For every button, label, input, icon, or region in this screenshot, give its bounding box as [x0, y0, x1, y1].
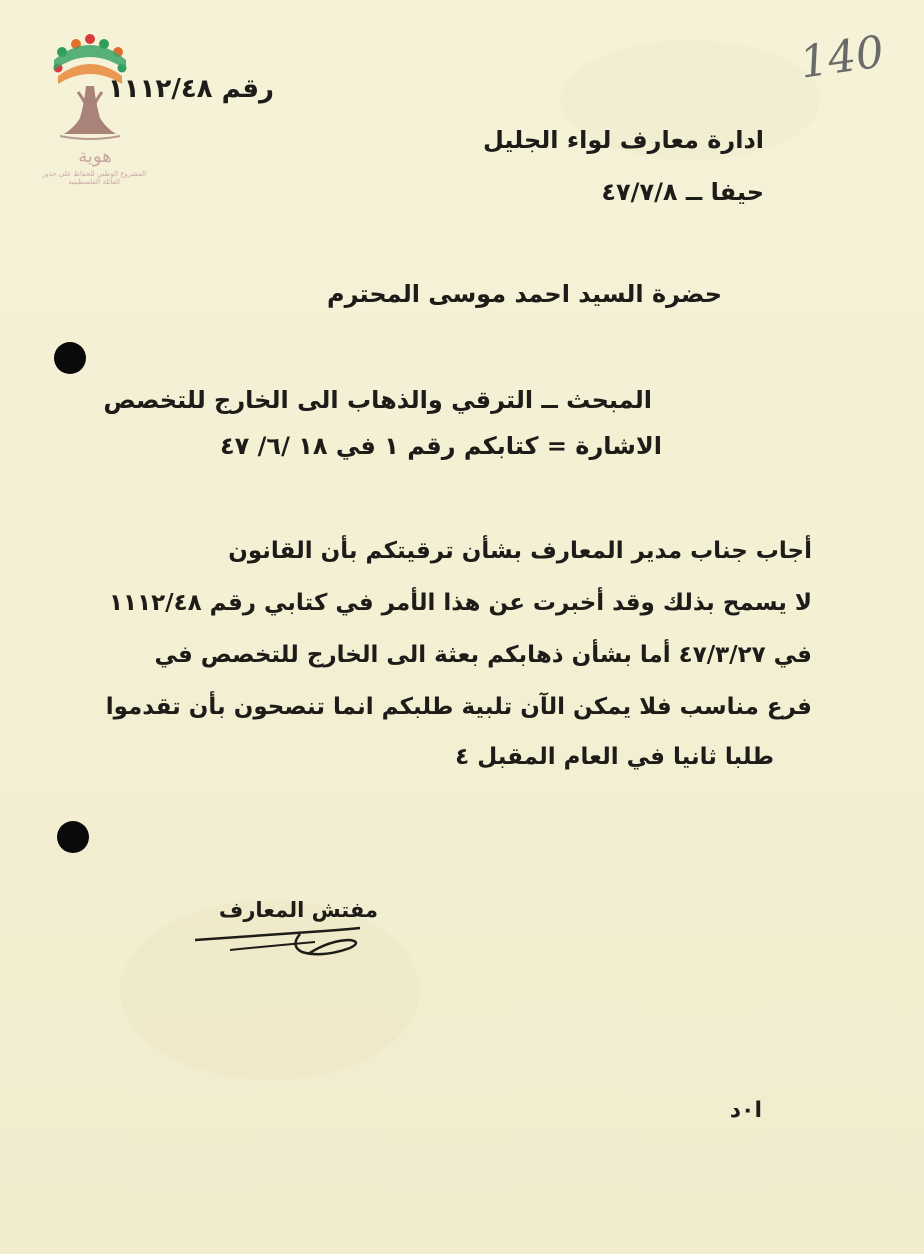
- logo-brand: هوية: [78, 146, 112, 167]
- handwritten-page-number: 140: [796, 26, 888, 89]
- signatory-title: مفتش المعارف: [218, 898, 378, 922]
- body-line: أجاب جناب مدير المعارف بشأن ترقيتكم بأن القانون: [228, 538, 812, 564]
- punch-hole: [54, 342, 86, 374]
- handwritten-signature: [190, 920, 390, 970]
- logo-tagline: المشروع الوطني للحفاظ على جذور العائلة الفلسطينية: [41, 170, 147, 186]
- body-line: فرع مناسب فلا يمكن الآن تلبية طلبكم انما تنصحون بأن تقدموا: [105, 694, 812, 720]
- reference-number: رقم ١١١٢/٤٨: [107, 74, 274, 104]
- subject-line: المبحث ــ الترقي والذهاب الى الخارج للتخصص: [103, 386, 652, 414]
- place-date: حيفا ــ ٤٧/٧/٨: [601, 178, 764, 206]
- punch-hole: [57, 821, 89, 853]
- body-line: طلبا ثانيا في العام المقبل ٤: [455, 744, 774, 770]
- body-line: في ٤٧/٣/٢٧ أما بشأن ذهابكم بعثة الى الخارج للتخصص في: [154, 642, 812, 668]
- office-name: ادارة معارف لواء الجليل: [482, 126, 764, 154]
- body-line: لا يسمح بذلك وقد أخبرت عن هذا الأمر في كتابي رقم ١١١٢/٤٨: [109, 590, 812, 616]
- family-tree-logo-icon: [40, 30, 150, 190]
- typist-initials: ا٠د: [729, 1098, 762, 1123]
- addressee: حضرة السيد احمد موسى المحترم: [327, 280, 722, 308]
- subject-reference: الاشارة = كتابكم رقم ١ في ١٨ /٦/ ٤٧: [219, 432, 662, 460]
